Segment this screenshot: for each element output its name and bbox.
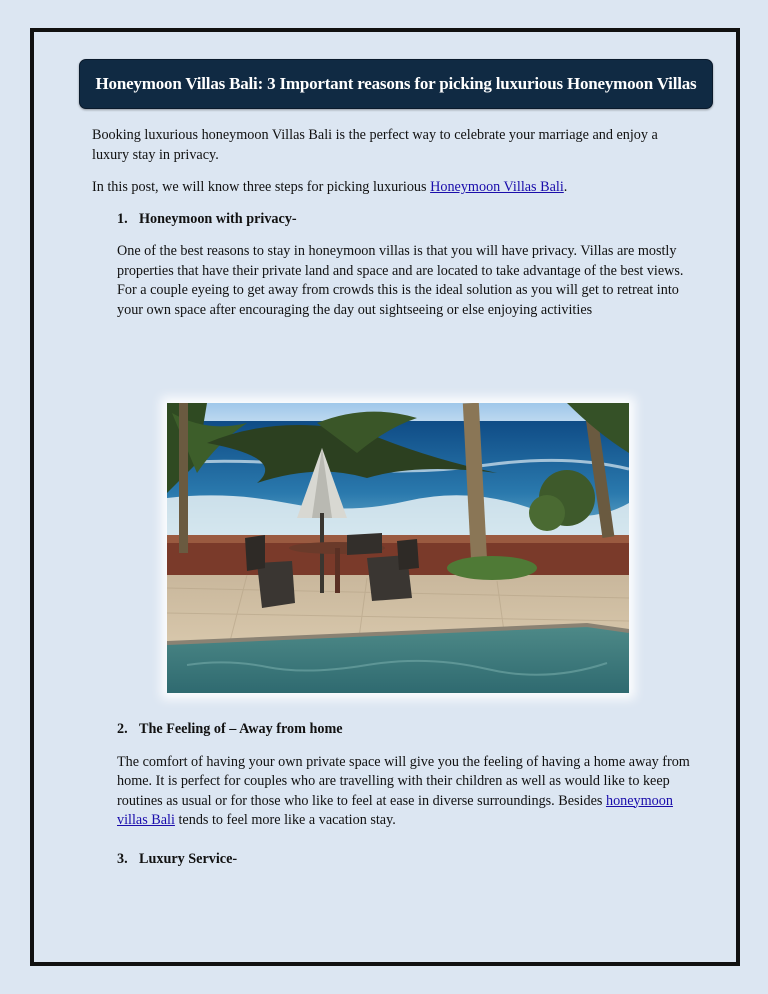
intro-text: In this post, we will know three steps for picking luxurious bbox=[92, 179, 431, 195]
section-body-1: One of the best reasons to stay in honeymoon villas is that you will have privacy. Villas are mostly properties that have their private land and space and are located to take advantage of the best views. For a couple eyeing to get away from crowds this is the ideal solution as you will get to retreat into your own space after encouraging the day out sightseeing or else enjoying activities bbox=[117, 243, 684, 318]
section-3 bbox=[92, 850, 692, 883]
page-title: Honeymoon Villas Bali: 3 Important reasons for picking luxurious Honeymoon Villas bbox=[95, 74, 697, 93]
intro-text-end: . bbox=[563, 179, 568, 195]
honeymoon-villas-bali-link[interactable]: honeymoon villas Bali bbox=[117, 792, 673, 828]
section-body-text-end: tends to feel more like a vacation stay. bbox=[174, 812, 396, 828]
section-heading-3 bbox=[117, 850, 692, 870]
section-heading-text: Honeymoon with privacy- bbox=[139, 210, 297, 227]
section-number: 2. bbox=[117, 721, 128, 737]
section-heading-text: The Feeling of – Away from home bbox=[139, 721, 343, 737]
section-heading-text: Luxury Service- bbox=[139, 851, 238, 867]
section-number: 1. bbox=[117, 210, 128, 227]
intro-section bbox=[92, 126, 692, 320]
honeymoon-villas-link[interactable]: Honeymoon Villas Bali bbox=[430, 179, 564, 195]
section-body-text: The comfort of having your own private space will give you the feeling of having a home away from home. It is perfect for couples who are travelling with their children as well as would like to keep routines as usual or for those who like to feel at ease in diverse surroundings. Besides bbox=[117, 753, 690, 809]
section-heading-2 bbox=[117, 720, 692, 740]
intro-paragraph-2 bbox=[92, 178, 692, 198]
section-number: 3. bbox=[117, 851, 128, 867]
document-page bbox=[30, 28, 740, 966]
intro-paragraph: Booking luxurious honeymoon Villas Bali is the perfect way to celebrate your marriage and enjoy a luxury stay in privacy. bbox=[92, 127, 658, 163]
villa-pool-photo bbox=[167, 403, 629, 693]
section-heading-1 bbox=[117, 210, 692, 230]
title-banner bbox=[79, 59, 713, 109]
section-body-2 bbox=[117, 753, 692, 831]
section-2 bbox=[92, 720, 692, 831]
